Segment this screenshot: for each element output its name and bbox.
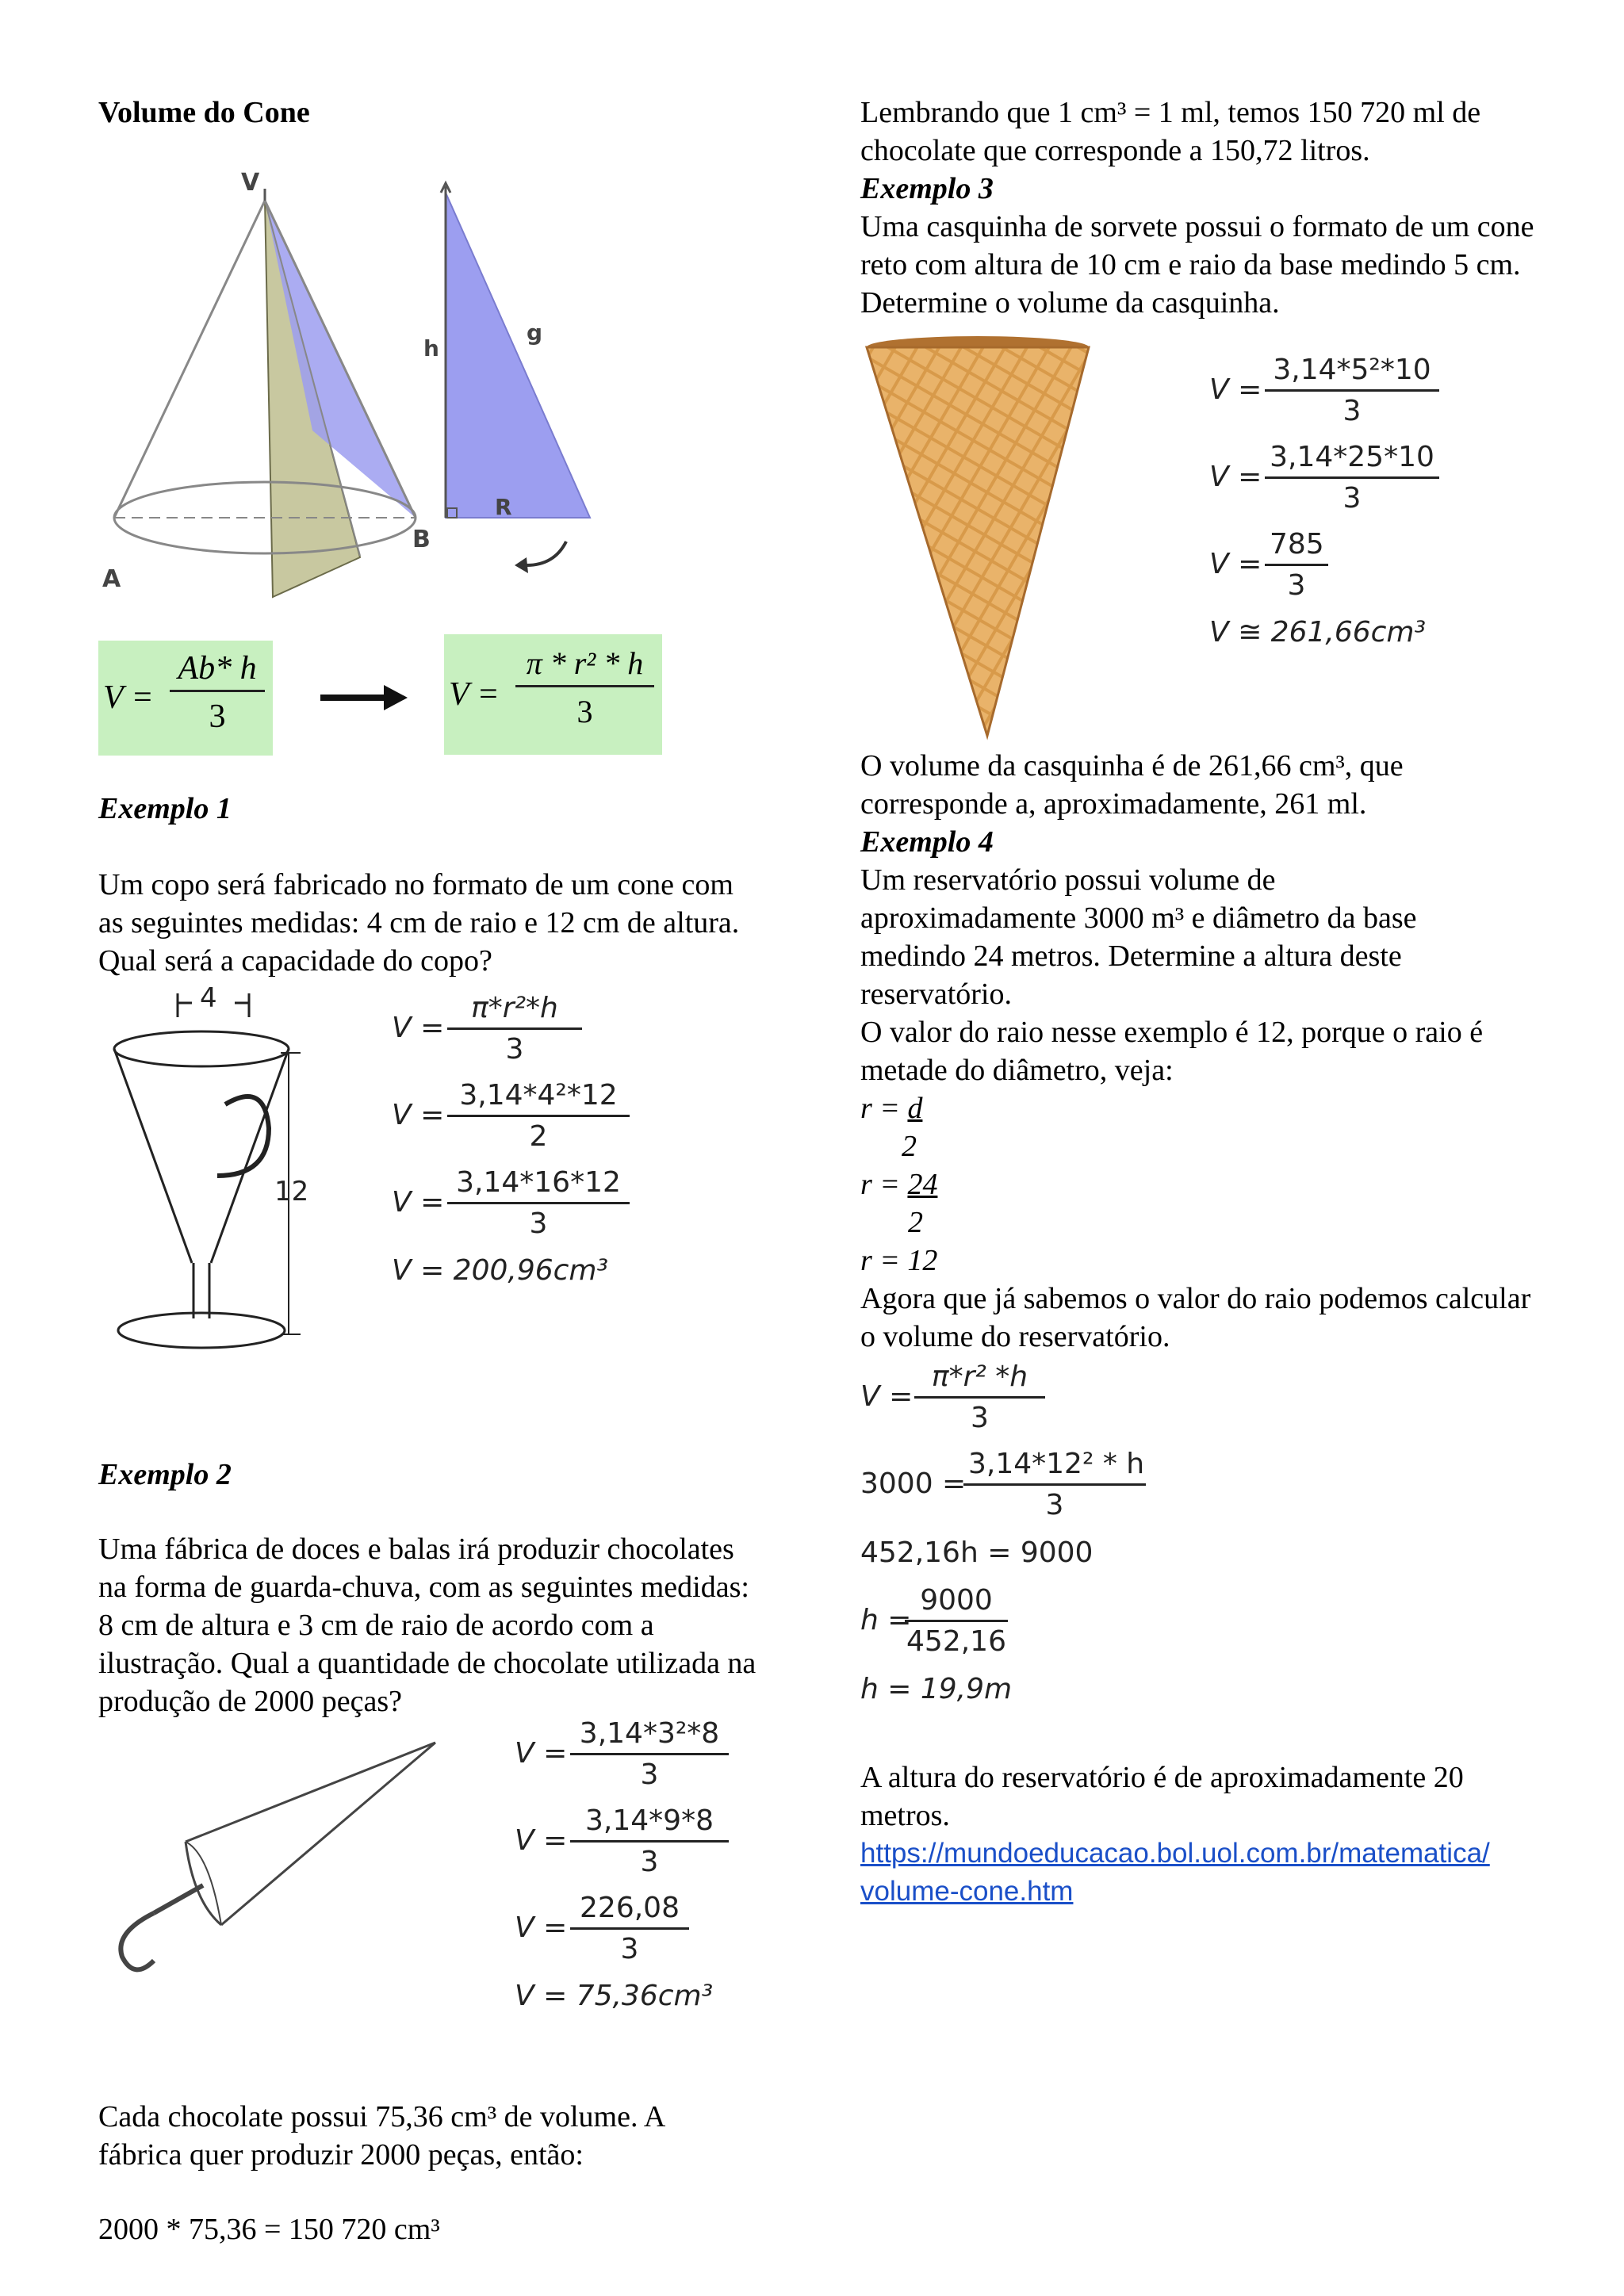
ex1-step-3: V = $\frac{3,14*16*12}{3}$ [392,1164,725,1251]
cup-dim-top: 4 [200,982,217,1014]
formula-left-frac [170,647,265,741]
label-h: h [423,335,439,362]
ex4-step-3: 452,16h = 9000 [860,1536,1094,1569]
ex4-step-1: V = $\frac{\text{π*r² *h}}{3}$ [860,1358,1257,1445]
ex4-step-5: h = 19,9m [860,1673,1013,1705]
ex4-radius-note: O valor do raio nesse exemplo é 12, porque o raio é metade do diâmetro, veja: [860,1016,1484,1087]
ex2-text: Uma fábrica de doces e balas irá produzir chocolates na forma de guarda-chuva, com as seguintes medidas: 8 cm de altura e 3 cm de raio de acordo com a ilustração. Qual a quantidade de chocolate utilizada na produção de 2000 peças? [98,1533,756,1718]
formula-box-right [444,634,662,755]
ex4-steps [860,1358,1257,1710]
source-link-line-1[interactable]: https://mundoeducacao.bol.uol.com.br/matematica/ [860,1838,1490,1869]
ex2-step-1: V = $\frac{\text{3,14*3²*8}}{3}$ [515,1715,784,1802]
ex4-r2: r = 24 [860,1168,938,1201]
ex2-heading: Exemplo 2 [98,1458,232,1491]
left-column [98,94,764,2246]
ex4-step-2: 3000 = $\frac{\text{3,14*12² * h}}{3}$ [860,1445,1257,1533]
label-b: B [412,526,431,553]
ex3-step-3: V = $\frac{785}{3}$ [1209,526,1511,613]
formula-left-lhs: V = [103,679,154,716]
page-title: Volume do Cone [98,96,310,129]
ex4-step-4: h = $\frac{9000}{452,16}$ [860,1582,1257,1669]
ex4-text: Um reservatório possui volume de aproximadamente 3000 m³ e diâmetro da base medindo 24 metros. Determine a altura deste reservatório. [860,863,1417,1011]
formula-left-num: Ab* h [170,647,265,692]
ex3-conclusion: O volume da casquinha é de 261,66 cm³, que corresponde a, aproximadamente, 261 ml. [860,749,1404,821]
label-g: g [527,320,543,346]
ex2-continuation: Lembrando que 1 cm³ = 1 ml, temos 150 720 ml de chocolate que corresponde a 150,72 litros. [860,96,1481,167]
formula-box-left [98,641,273,756]
formula-right-lhs: V = [449,676,500,713]
ex4-heading: Exemplo 4 [860,825,994,859]
cup-dim-side: 12 [274,1176,309,1207]
arrow-right-icon [320,682,408,714]
ex1-result: V = 200,96cm³ [392,1254,608,1287]
formula-left-den: 3 [209,698,226,735]
source-link-line-2[interactable]: volume-cone.htm [860,1876,1074,1907]
label-a: A [102,565,121,593]
ex3-heading: Exemplo 3 [860,172,994,205]
ex4-now: Agora que já sabemos o valor do raio podemos calcular o volume do reservatório. [860,1282,1531,1353]
ex2-calc: 2000 * 75,36 = 150 720 cm³ [98,2213,440,2246]
ex2-step-2: V = $\frac{3,14*9*8}{3}$ [515,1802,784,1889]
ex2-result: V = 75,36cm³ [515,1980,714,2012]
ex4-r2-den: 2 [908,1206,923,1239]
cup-diagram [98,982,336,1382]
ex3-result: V ≅ 261,66cm³ [1209,616,1426,649]
ex3-text: Uma casquinha de sorvete possui o formato de um cone reto com altura de 10 cm e raio da base medindo 5 cm. Determine o volume da casquinha. [860,210,1534,320]
ex3-step-2: V = $\frac{3,14*25*10}{3}$ [1209,438,1511,526]
ex2-step-3: V = $\frac{226,08}{3}$ [515,1889,784,1976]
ex2-after: Cada chocolate possui 75,36 cm³ de volume. A fábrica quer produzir 2000 peças, então: [98,2100,665,2172]
ex3-step-1: V = $\frac{\text{3,14*5²*10}}{3}$ [1209,351,1511,438]
ex4-conclusion: A altura do reservatório é de aproximadamente 20 metros. [860,1761,1464,1832]
cone-diagram-svg [98,169,669,676]
ex2-steps [515,1715,784,2016]
label-r: R [495,494,512,520]
label-v: V [241,169,260,197]
umbrella-diagram [98,1735,447,1980]
ex4-r1: r = d [860,1092,923,1125]
formula-right-frac [515,642,654,737]
formula-right-den: 3 [576,694,593,729]
ex1-text: Um copo será fabricado no formato de um cone com as seguintes medidas: 4 cm de raio e 12 cm de altura. Qual será a capacidade do copo? [98,868,740,978]
ex1-step-1: V = $\frac{\text{π*r²*h}}{3}$ [392,989,725,1077]
ex4-r3: r = 12 [860,1244,938,1277]
formula-right-num: π * r² * h [515,642,654,687]
ex1-steps [392,989,725,1291]
cone-diagram [98,169,669,676]
ex3-steps [1209,351,1511,652]
ex4-r1-den: 2 [902,1130,917,1163]
ex1-heading: Exemplo 1 [98,792,232,825]
ice-cream-cone-image [860,331,1098,744]
ex1-step-2: V = $\frac{\text{3,14*4²*12}}{2}$ [392,1077,725,1164]
